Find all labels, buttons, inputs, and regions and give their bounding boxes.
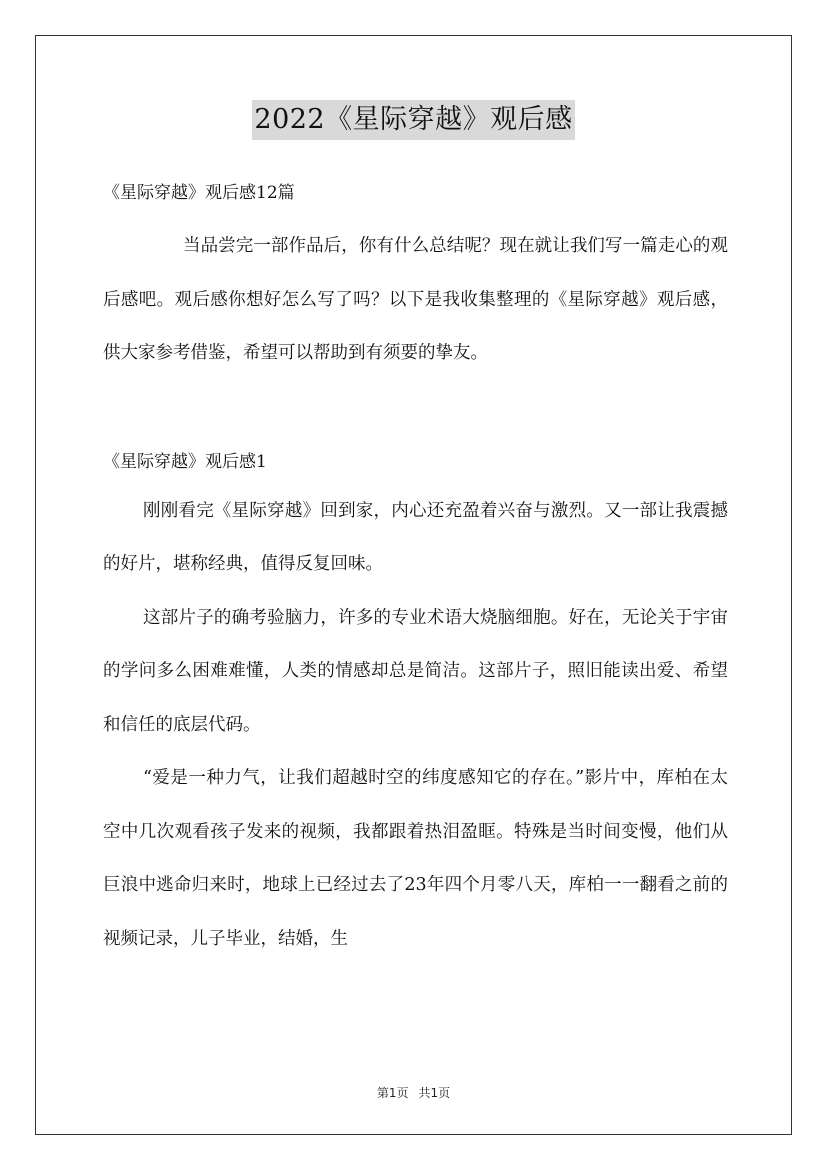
intro-paragraph: 当品尝完一部作品后，你有什么总结呢？现在就让我们写一篇走心的观后感吧。观后感你想好怎么写了吗？以下是我收集整理的《星际穿越》观后感，供大家参考借鉴，希望可以帮助到有须要的挚友。 (103, 236, 728, 363)
page-footer (0, 1084, 827, 1101)
page-number-current: 第1页 (376, 1086, 409, 1100)
document-body (103, 170, 728, 966)
section-heading: 《星际穿越》观后感1 (103, 451, 267, 472)
body-paragraph: 这部片子的确考验脑力，许多的专业术语大烧脑细胞。好在，无论关于宇宙的学问多么困难难懂，人类的情感却总是简洁。这部片子，照旧能读出爱、希望和信任的底层代码。 (103, 607, 728, 735)
page-number-total: 共1页 (418, 1086, 451, 1100)
title-container (0, 100, 827, 140)
document-subtitle: 《星际穿越》观后感12篇 (103, 183, 295, 203)
body-paragraph: 刚刚看完《星际穿越》回到家，内心还充盈着兴奋与激烈。又一部让我震撼的好片，堪称经典，值得反复回味。 (103, 500, 728, 574)
document-title: 2022《星际穿越》观后感 (252, 100, 574, 140)
body-paragraph: “爱是一种力气，让我们超越时空的纬度感知它的存在。”影片中，库柏在太空中几次观看孩子发来的视频，我都跟着热泪盈眶。特殊是当时间变慢，他们从巨浪中逃命归来时，地球上已经过去了23年四个月零八天，库柏一一翻看之前的视频记录，儿子毕业，结婚，生 (103, 768, 728, 949)
